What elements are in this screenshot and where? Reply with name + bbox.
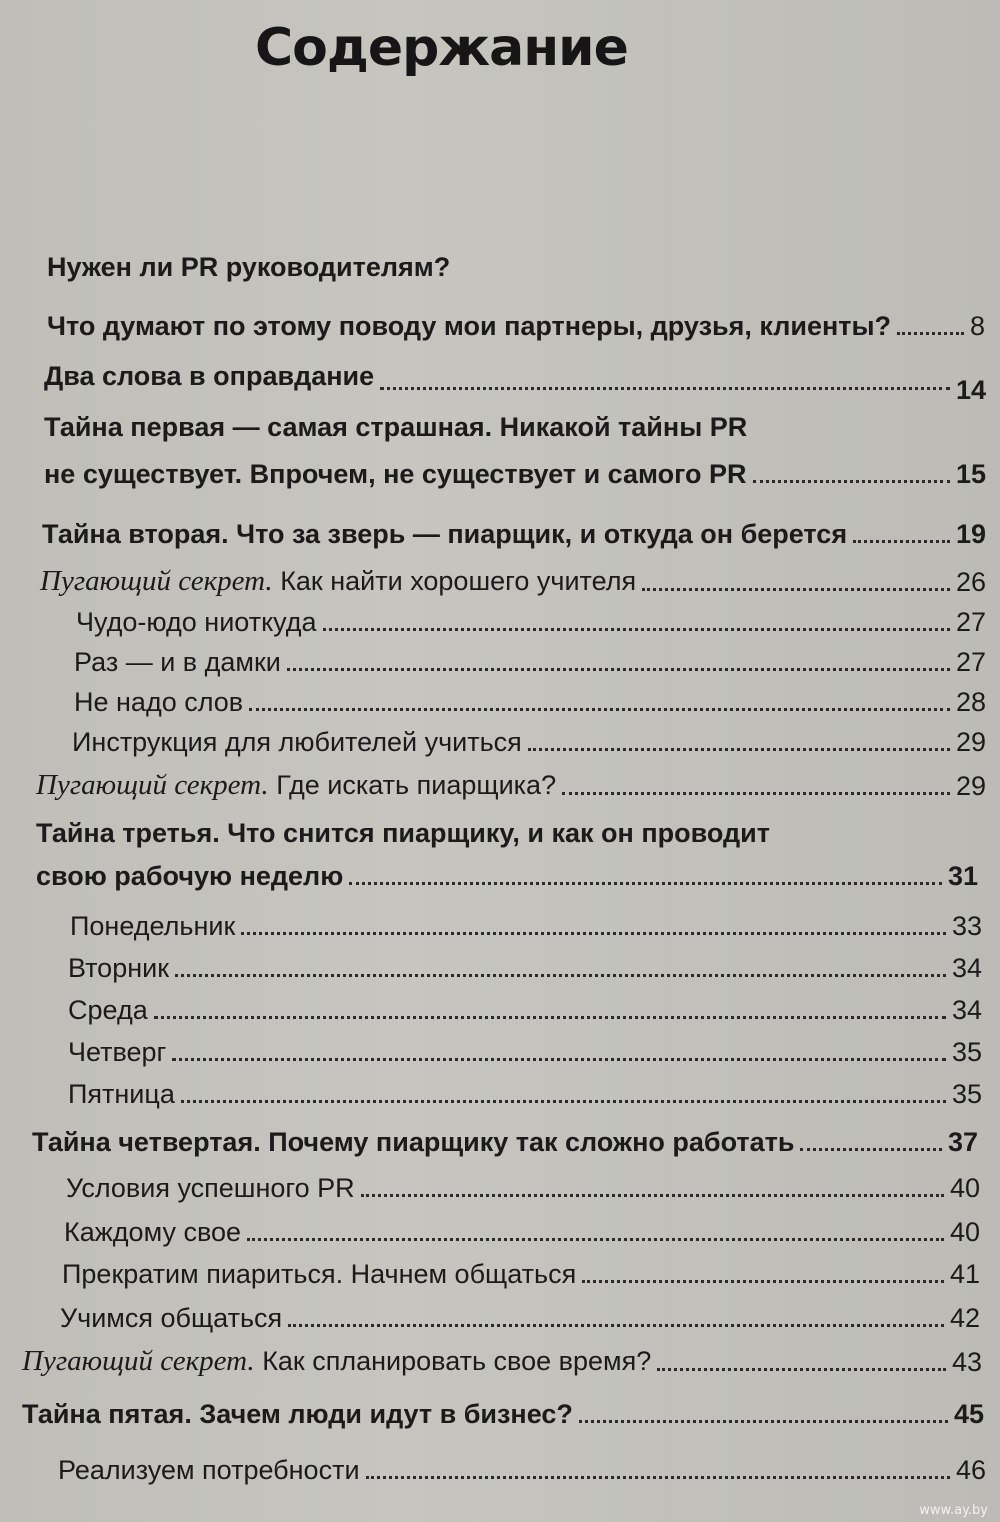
toc-entry-text: Среда	[68, 995, 148, 1025]
toc-entry	[22, 1390, 984, 1430]
leader-dots	[562, 792, 950, 795]
toc-entry	[68, 1028, 982, 1068]
toc-entry	[62, 1250, 980, 1290]
toc-entry-text: Инструкция для любителей учиться	[72, 727, 522, 757]
toc-page-number: 14	[955, 375, 986, 405]
toc-entry	[66, 1164, 980, 1204]
toc-entry	[68, 1070, 982, 1110]
toc-page-number: 46	[955, 1455, 986, 1485]
toc-entry-text: Тайна вторая. Что за зверь — пиарщик, и откуда он берется	[42, 519, 848, 549]
leader-dots	[528, 748, 950, 751]
toc-page-number: 15	[955, 459, 986, 489]
section-prefix: Пугающий секрет.	[22, 1345, 255, 1377]
toc-page-number: 29	[955, 771, 986, 801]
toc-entry-text: Как найти хорошего учителя	[272, 566, 637, 596]
toc-page-number: 42	[949, 1303, 980, 1333]
toc-entry-text: Не надо слов	[74, 687, 244, 717]
section-prefix: Пугающий секрет.	[36, 769, 269, 801]
toc-entry	[60, 1294, 980, 1334]
leader-dots	[249, 708, 950, 711]
leader-dots	[349, 882, 942, 885]
toc-page-number: 27	[955, 607, 986, 637]
section-prefix: Пугающий секрет.	[40, 565, 273, 597]
leader-dots	[897, 332, 964, 335]
toc-entry	[32, 1118, 978, 1158]
toc-entry-text: Прекратим пиариться. Начнем общаться	[62, 1259, 577, 1289]
page-title: Содержание	[255, 18, 628, 78]
toc-entry-text: Условия успешного PR	[66, 1173, 355, 1203]
toc-entry	[64, 1208, 980, 1248]
toc-entry-text: Что думают по этому поводу мои партнеры, друзья, клиенты?	[47, 311, 892, 341]
toc-entry-text: Каждому свое	[64, 1217, 242, 1247]
toc-entry	[40, 558, 986, 598]
toc-entry	[68, 986, 982, 1026]
leader-dots	[657, 1368, 946, 1371]
toc-page-number: 35	[951, 1037, 982, 1067]
toc-entry-text: Нужен ли PR руководителям?	[47, 252, 451, 282]
toc-entry-text: Вторник	[68, 953, 170, 983]
toc-entry-text: Пятница	[68, 1079, 175, 1109]
toc-entry	[68, 944, 982, 984]
leader-dots	[323, 628, 950, 631]
toc-page-number: 26	[955, 567, 986, 597]
leader-dots	[366, 1476, 950, 1479]
leader-dots	[181, 1100, 946, 1103]
watermark: www.ay.by	[919, 1503, 988, 1518]
leader-dots	[241, 932, 946, 935]
toc-entry-text: Тайна первая — самая страшная. Никакой тайны PR	[44, 412, 748, 442]
toc-entry-text: Где искать пиарщика?	[268, 770, 557, 800]
toc-entry	[74, 678, 986, 718]
toc-page-number: 31	[947, 861, 978, 891]
toc-entry	[36, 762, 986, 802]
leader-dots	[582, 1280, 944, 1283]
leader-dots	[579, 1420, 948, 1423]
toc-page-number: 34	[951, 953, 982, 983]
leader-dots	[287, 668, 950, 671]
toc-entry	[72, 718, 986, 758]
toc-entry	[44, 352, 986, 405]
toc-page-number: 43	[951, 1347, 982, 1377]
toc-entry-text: Тайна четвертая. Почему пиарщику так сложно работать	[32, 1127, 795, 1157]
toc-entry	[58, 1446, 986, 1486]
leader-dots	[175, 974, 946, 977]
toc-entry-text: Учимся общаться	[60, 1303, 283, 1333]
toc-entry	[44, 450, 986, 490]
toc-entry-text: Тайна третья. Что снится пиарщику, и как он проводит	[36, 818, 770, 848]
toc-page-number: 37	[947, 1127, 978, 1157]
leader-dots	[380, 387, 950, 390]
toc-entry	[74, 638, 986, 678]
toc-entry	[42, 510, 986, 550]
toc-entry	[76, 598, 986, 638]
leader-dots	[172, 1058, 946, 1061]
toc-entry	[22, 1338, 982, 1378]
toc-entry-text: Четверг	[68, 1037, 167, 1067]
toc-page-number: 40	[949, 1173, 980, 1203]
toc-page-number: 41	[949, 1259, 980, 1289]
toc-entry-text: Как спланировать свое время?	[254, 1346, 652, 1376]
toc-page-number: 45	[953, 1399, 984, 1429]
toc-entry-text: Раз — и в дамки	[74, 647, 281, 677]
toc-page-number: 27	[955, 647, 986, 677]
leader-dots	[288, 1324, 944, 1327]
toc-entry	[36, 852, 978, 892]
toc-entry-text: Тайна пятая. Зачем люди идут в бизнес?	[22, 1399, 573, 1429]
toc-page-number: 19	[955, 519, 986, 549]
leader-dots	[361, 1194, 944, 1197]
toc-page-number: 33	[951, 911, 982, 941]
toc-page-number: 35	[951, 1079, 982, 1109]
leader-dots	[247, 1238, 944, 1241]
toc-entry-text: Два слова в оправдание	[44, 361, 375, 391]
toc-page-number: 40	[949, 1217, 980, 1247]
toc-page-number: 28	[955, 687, 986, 717]
leader-dots	[853, 540, 950, 543]
toc-entry-text: Реализуем потребности	[58, 1455, 360, 1485]
leader-dots	[154, 1016, 946, 1019]
leader-dots	[800, 1148, 942, 1151]
toc-entry-text: свою рабочую неделю	[36, 861, 344, 891]
toc-entry-text: не существует. Впрочем, не существует и самого PR	[44, 459, 747, 489]
leader-dots	[642, 588, 950, 591]
toc-page-number: 29	[955, 727, 986, 757]
toc-page-number: 34	[951, 995, 982, 1025]
toc-entry	[47, 302, 985, 342]
leader-dots	[753, 480, 950, 483]
toc-entry-text: Понедельник	[70, 911, 236, 941]
toc-entry-text: Чудо-юдо ниоткуда	[76, 607, 317, 637]
toc-entry	[70, 902, 982, 942]
toc-page-number: 8	[969, 311, 985, 341]
